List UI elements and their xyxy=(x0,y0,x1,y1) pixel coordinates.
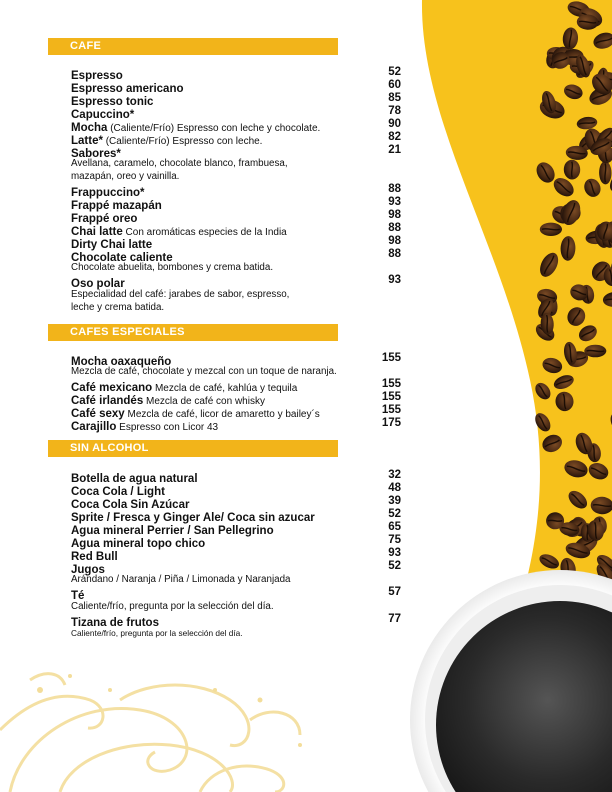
menu-item: Oso polar 93 xyxy=(71,274,401,290)
price: 93 xyxy=(388,547,401,559)
price: 52 xyxy=(388,508,401,520)
price: 88 xyxy=(388,248,401,260)
menu-item: Mocha (Caliente/Frío) Espresso con leche y chocolate. 90 xyxy=(71,118,401,134)
menu-item: Red Bull 93 xyxy=(71,547,401,563)
price: 90 xyxy=(388,118,401,130)
menu-item: Tizana de frutos 77 xyxy=(71,613,401,629)
price: 60 xyxy=(388,79,401,91)
menu-item: Espresso tonic 85 xyxy=(71,92,401,108)
menu-item: Chocolate caliente 88 xyxy=(71,248,401,264)
menu-item: Agua mineral Perrier / San Pellegrino 65 xyxy=(71,521,401,537)
item-note: Chocolate abuelita, bombones y crema batida. xyxy=(71,262,274,273)
menu-item: Café mexicano Mezcla de café, kahlúa y tequila 155 xyxy=(71,378,401,394)
coffee-cup-icon xyxy=(410,570,612,792)
menu-item: Chai latte Con aromáticas especies de la India 88 xyxy=(71,222,401,238)
item-note: Especialidad del café: jarabes de sabor, espresso, xyxy=(71,289,290,300)
price: 155 xyxy=(381,378,401,390)
item-note: mazapán, oreo y vainilla. xyxy=(71,171,180,182)
price: 77 xyxy=(388,613,401,625)
menu-item: Botella de agua natural 32 xyxy=(71,469,401,485)
menu-item: Mocha oaxaqueño 155 xyxy=(71,352,401,368)
menu-item: Frappé oreo 98 xyxy=(71,209,401,225)
item-note: Mezcla de café, chocolate y mezcal con un toque de naranja. xyxy=(71,366,337,377)
price: 52 xyxy=(388,66,401,78)
price: 39 xyxy=(388,495,401,507)
item-note: Avellana, caramelo, chocolate blanco, frambuesa, xyxy=(71,158,288,169)
price: 21 xyxy=(388,144,401,156)
price: 82 xyxy=(388,131,401,143)
price: 155 xyxy=(381,391,401,403)
price: 175 xyxy=(381,417,401,429)
section-header-sin-alcohol: SIN ALCOHOL xyxy=(48,440,338,457)
menu-item: Sprite / Fresca y Ginger Ale/ Coca sin azucar 52 xyxy=(71,508,401,524)
price: 93 xyxy=(388,196,401,208)
section-header-cafe: CAFE xyxy=(48,38,338,55)
menu-item: Agua mineral topo chico 75 xyxy=(71,534,401,550)
price: 93 xyxy=(388,274,401,286)
swirl-ornament xyxy=(0,674,300,792)
price: 57 xyxy=(388,586,401,598)
menu-item: Dirty Chai latte 98 xyxy=(71,235,401,251)
item-note: leche y crema batida. xyxy=(71,302,165,313)
price: 65 xyxy=(388,521,401,533)
price: 155 xyxy=(381,352,401,364)
price: 98 xyxy=(388,209,401,221)
menu-item: Café irlandés Mezcla de café con whisky 155 xyxy=(71,391,401,407)
price: 48 xyxy=(388,482,401,494)
price: 78 xyxy=(388,105,401,117)
menu-item: Café sexy Mezcla de café, licor de amaretto y bailey´s 155 xyxy=(71,404,401,420)
price: 88 xyxy=(388,183,401,195)
menu-item: Carajillo Espresso con Licor 43 175 xyxy=(71,417,401,433)
price: 88 xyxy=(388,222,401,234)
menu-item: Coca Cola / Light 48 xyxy=(71,482,401,498)
price: 85 xyxy=(388,92,401,104)
item-note: Caliente/frío, pregunta por la selección del día. xyxy=(71,628,243,638)
menu-item: Espresso americano 60 xyxy=(71,79,401,95)
price: 52 xyxy=(388,560,401,572)
item-note: Caliente/frío, pregunta por la selección del día. xyxy=(71,601,274,612)
menu-item: Espresso 52 xyxy=(71,66,401,82)
menu-item: Latte* (Caliente/Frío) Espresso con leche. 82 xyxy=(71,131,401,147)
menu-item: Coca Cola Sin Azúcar 39 xyxy=(71,495,401,511)
menu-item: Capuccino* 78 xyxy=(71,105,401,121)
menu-item: Frappé mazapán 93 xyxy=(71,196,401,212)
menu-item: Sabores* 21 xyxy=(71,144,401,160)
price: 75 xyxy=(388,534,401,546)
menu-item: Frappuccino* 88 xyxy=(71,183,401,199)
item-note: Arándano / Naranja / Piña / Limonada y Naranjada xyxy=(71,574,291,585)
menu-item: Jugos 52 xyxy=(71,560,401,576)
price: 98 xyxy=(388,235,401,247)
menu-item: Té 57 xyxy=(71,586,401,602)
price: 32 xyxy=(388,469,401,481)
price: 155 xyxy=(381,404,401,416)
section-header-cafes-especiales: CAFES ESPECIALES xyxy=(48,324,338,341)
